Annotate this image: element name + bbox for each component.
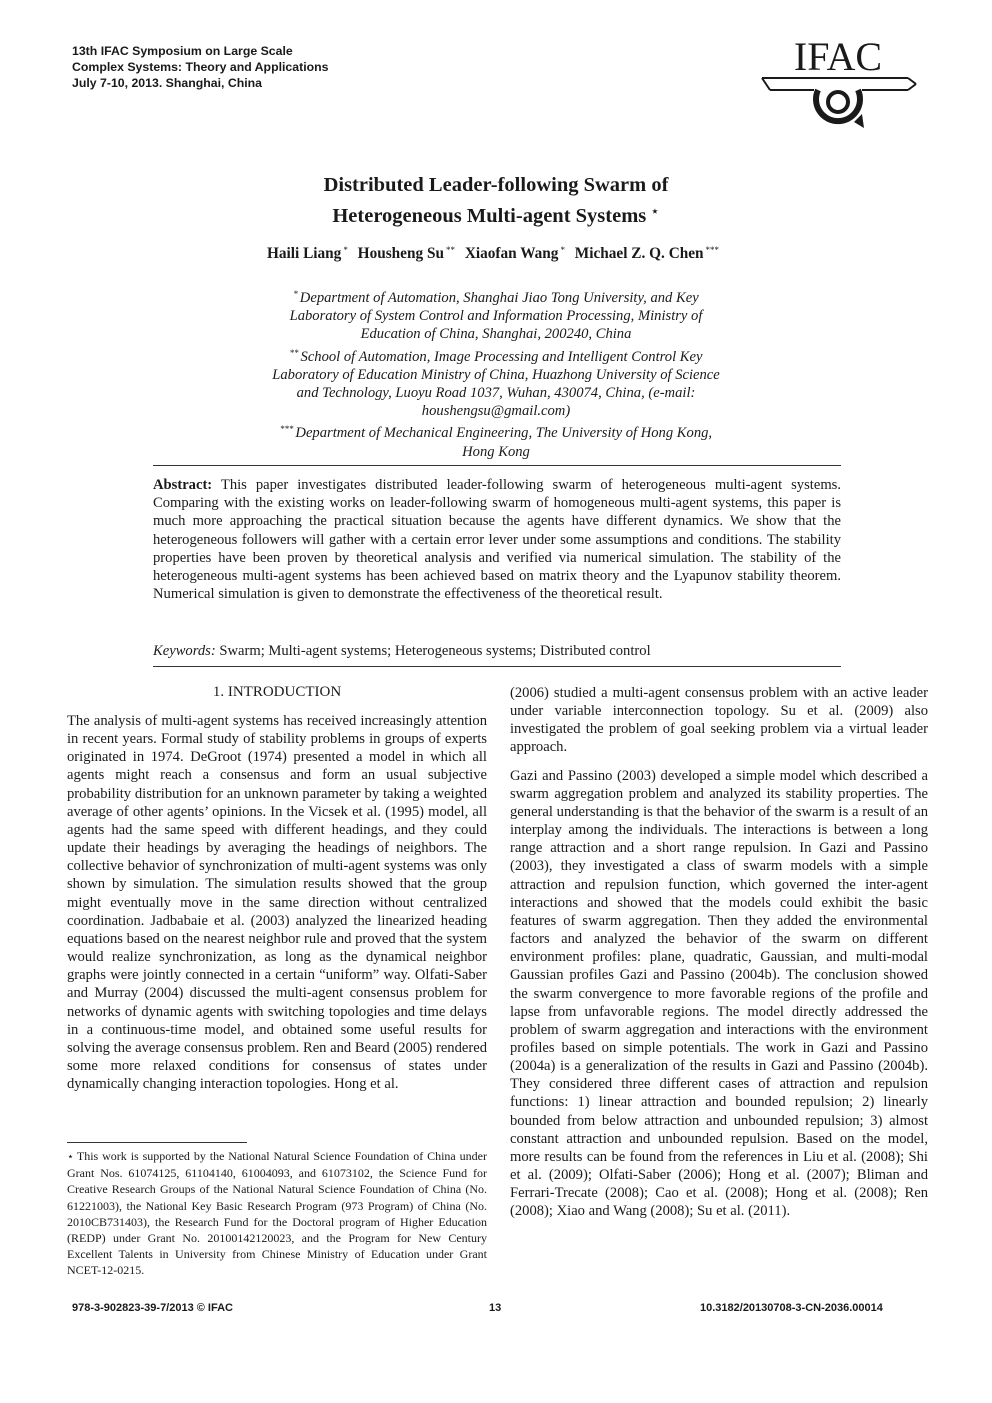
section-heading: 1. INTRODUCTION <box>212 684 342 700</box>
affiliation-3-line: Hong Kong <box>462 443 530 460</box>
author-mark: ** <box>445 245 455 255</box>
title-footnote-mark: ⋆ <box>650 204 660 220</box>
affiliation-text: Department of Mechanical Engineering, The University of Hong Kong, <box>295 425 713 442</box>
paper-title <box>0 172 992 230</box>
title-line-2 <box>0 199 992 230</box>
abstract-text: This paper investigates distributed leader-following swarm of heterogeneous multi-agent systems. Comparing with the existing works on leader-following swarm of homogeneous multi-agent systems, this paper is much more approaching the practical situation because the agents have different dynamics. We show that the heterogeneous followers will gather with a certain error lever under some assumptions and conditions. The stability properties have been proven by theoretical analysis and verified via numerical simulation. The stability of the heterogeneous multi-agent systems has been achieved based on matrix theory and the Lyapunov stability theorem. Numerical simulation is given to demonstrate the effectiveness of the theoretical result. <box>153 477 841 603</box>
right-column <box>510 684 928 1221</box>
footnote-text: This work is supported by the National Natural Science Foundation of China under Grant Nos. 61074125, 61104140, 61004093, and 61073102, the Science Fund for Creative Research Groups of the National Natural Science Foundation of China (No. 61221003), the National Key Basic Research Program (973 Program) of China (No. 2010CB731403), the Research Fund for the Doctoral program of Higher Education (REDP) under Grant No. 20100142120023, and the Program for New Century Excellent Talents in University from Chinese Ministry of Education under Grant NCET-12-0215. <box>67 1149 487 1278</box>
footer-isbn: 978-3-902823-39-7/2013 © IFAC <box>72 1302 233 1314</box>
keywords <box>153 642 841 660</box>
footnote-mark: ⋆ <box>67 1151 74 1163</box>
abstract-bottom-rule <box>153 666 841 667</box>
author-mark: * <box>343 245 348 255</box>
footnote <box>67 1148 487 1279</box>
affiliations <box>0 285 992 461</box>
author-name: Michael Z. Q. Chen <box>574 245 704 262</box>
body-paragraph: Gazi and Passino (2003) developed a simple model which described a swarm aggregation problem and analyzed its stability properties. The general understanding is that the behavior of the swarm is a result of an interplay among the individuals. The interactions is between a long range attraction and a short range repulsion. In Gazi and Passino (2003), they investigated a class of swarm models with a simple attraction and repulsion function, which governed the inter-agent interactions and showed that the models could exhibit the basic features of swarm aggregation. Then they added the environmental factors and analyzed the behavior of the swarm on different environment profiles: plane, quadratic, Gaussian, and multi-modal Gaussian profiles Gazi and Passino (2004b). The conclusion showed the swarm convergence to more favorable regions of the profile and lapse from unfavorable regions. The model directly addressed the problem of swarm aggregation and interactions with the environment profiles based on simple potentials. The work in Gazi and Passino (2004a) is a generalization of the results in Gazi and Passino (2004b). They considered three different cases of attraction and repulsion functions: 1) linear attraction and bounded repulsion; 2) linearly bounded from below attraction and unbounded repulsion; 3) almost constant attraction and unbounded repulsion. Based on the model, more results can be found from the references in Liu et al. (2008); Shi et al. (2009); Olfati-Saber (2006); Hong et al. (2007); Bliman and Ferrari-Trecate (2008); Cao et al. (2008); Hong et al. (2008); Ren (2008); Xiao and Wang (2008); Su et al. (2011). <box>510 767 928 1220</box>
author-mark: *** <box>705 245 720 255</box>
keywords-label: Keywords: <box>153 643 216 659</box>
affiliation-text: Department of Automation, Shanghai Jiao Tong University, and Key <box>299 290 699 306</box>
conference-line-2: Complex Systems: Theory and Applications <box>72 60 329 74</box>
affiliation-2-line <box>0 344 992 366</box>
affiliation-mark: *** <box>279 424 294 435</box>
affiliation-2-email: houshengsu@gmail.com) <box>421 403 571 420</box>
footer-doi: 10.3182/20130708-3-CN-2036.00014 <box>700 1302 883 1314</box>
body-paragraph: The analysis of multi-agent systems has received increasingly attention in recent years. Formal study of stability problems in groups of experts originated in 1974. DeGroot (1974) presented a model in which all agents might reach a consensus and form an usual subjective probability distribution for an unknown parameter by taking a weighted average of other agents’ opinions. In the Vicsek et al. (1995) model, all agents had the same speed with different headings, and they could update their headings by averaging the headings of neighbors. The collective behavior of synchronization of multi-agent systems was only shown by simulation. The simulation results showed that the group might eventually move in the same direction without centralized coordination. Jadbabaie et al. (2003) analyzed the linearized heading equations based on the nearest neighbor rule and proved that the system would realize synchronization, as long as the dynamical neighbor graphs were jointly connected in a certain “uniform” way. Olfati-Saber and Murray (2004) discussed the multi-agent consensus problem for networks of dynamic agents with switching topologies and time delays in a continuous-time model, and obtained some useful results for solving the average consensus problem. Ren and Beard (2005) rendered some more relaxed conditions for consensus of states under dynamically changing interaction topologies. Hong et al. <box>67 713 487 1093</box>
affiliation-1-line: Laboratory of System Control and Information Processing, Ministry of <box>289 308 703 325</box>
author-name: Housheng Su <box>357 245 444 262</box>
affiliation-2-line: and Technology, Luoyu Road 1037, Wuhan, 430074, China, (e-mail: <box>296 385 696 402</box>
author-name: Haili Liang <box>266 245 342 262</box>
conference-header <box>72 43 328 91</box>
author-list <box>0 245 992 263</box>
affiliation-mark: * <box>293 289 298 299</box>
keywords-text: Swarm; Multi-agent systems; Heterogeneous systems; Distributed control <box>219 643 651 659</box>
logo-text: IFAC <box>793 36 883 79</box>
left-column <box>67 712 487 1093</box>
author-mark: * <box>560 245 565 255</box>
abstract <box>153 476 841 603</box>
conference-line-3: July 7-10, 2013. Shanghai, China <box>72 76 262 90</box>
title-line-2-text: Heterogeneous Multi-agent Systems <box>332 205 647 227</box>
affiliation-mark: ** <box>289 347 299 358</box>
affiliation-text: School of Automation, Image Processing and Intelligent Control Key <box>300 348 703 365</box>
abstract-label: Abstract: <box>153 477 213 493</box>
conference-line-1: 13th IFAC Symposium on Large Scale <box>72 44 293 58</box>
affiliation-1-line <box>0 285 992 307</box>
page-number: 13 <box>489 1302 502 1314</box>
affiliation-2-line: Laboratory of Education Ministry of China, Huazhong University of Science <box>272 366 720 383</box>
author-name: Xiaofan Wang <box>464 245 559 262</box>
abstract-top-rule <box>153 465 841 466</box>
affiliation-3-line <box>0 420 992 442</box>
ifac-logo-icon <box>758 36 918 136</box>
affiliation-1-line: Education of China, Shanghai, 200240, China <box>360 326 632 343</box>
title-line-1: Distributed Leader-following Swarm of <box>323 174 669 196</box>
footnote-rule <box>67 1142 247 1143</box>
body-paragraph: (2006) studied a multi-agent consensus problem with an active leader under variable interconnection topology. Su et al. (2009) also investigated the problem of goal seeking problem via a virtual leader approach. <box>510 685 928 756</box>
